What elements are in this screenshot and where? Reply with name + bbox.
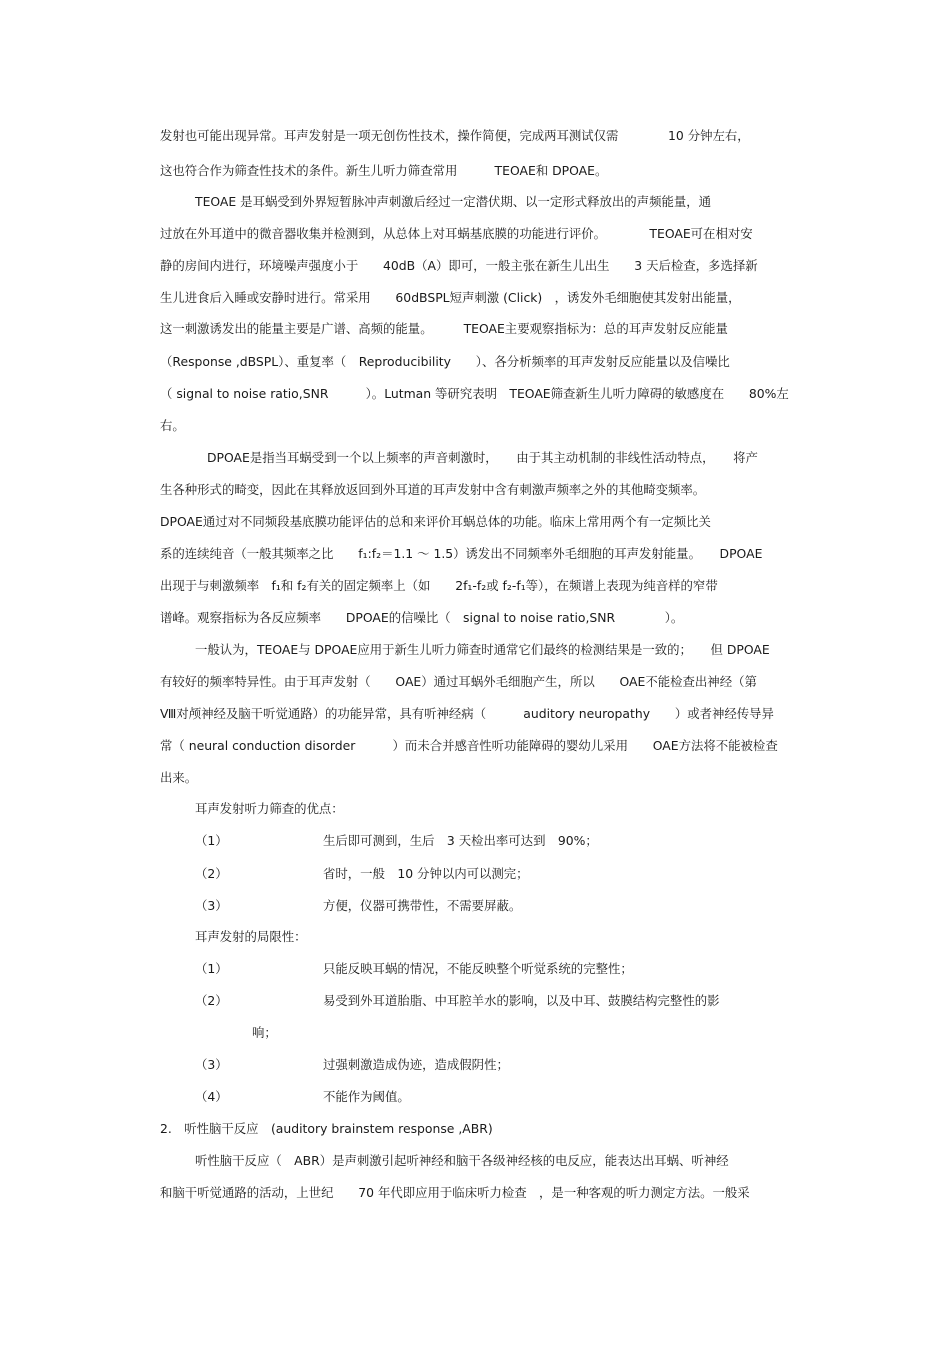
body-line: DPOAE是指当耳蜗受到一个以上频率的声音刺激时， 由于其主动机制的非线性活动特点， 将产 bbox=[207, 450, 758, 465]
body-line: Ⅷ对颅神经及脑干听觉通路）的功能异常，具有听神经病（ auditory neuropathy ）或者神经传导异 bbox=[160, 706, 774, 721]
body-line: 这一刺激诱发出的能量主要是广谱、高频的能量。 TEOAE主要观察指标为：总的耳声发射反应能量 bbox=[160, 321, 728, 336]
advantage-number: （3） bbox=[195, 898, 228, 913]
body-line: 生儿进食后入睡或安静时进行。常采用 60dBSPL短声刺激 (Click) ，诱发外毛细胞使其发射出能量， bbox=[160, 290, 741, 305]
limitation-text-continued: 响； bbox=[252, 1025, 277, 1040]
advantage-text: 省时，一般 10 分钟以内可以测完； bbox=[323, 866, 529, 881]
body-line: 出现于与刺激频率 f₁和 f₂有关的固定频率上（如 2f₁-f₂或 f₂-f₁等），在频谱上表现为纯音样的窄带 bbox=[160, 578, 718, 593]
limitation-text: 不能作为阈值。 bbox=[323, 1089, 410, 1104]
body-line: 右。 bbox=[160, 418, 185, 433]
body-line: 一般认为，TEOAE与 DPOAE应用于新生儿听力筛查时通常它们最终的检测结果是一致的； 但 DPOAE bbox=[195, 642, 770, 657]
advantage-number: （2） bbox=[195, 866, 228, 881]
body-line: （ signal to noise ratio,SNR ）。Lutman 等研究表明 TEOAE筛查新生儿听力障碍的敏感度在 80%左 bbox=[160, 386, 789, 401]
limitation-text: 易受到外耳道胎脂、中耳腔羊水的影响，以及中耳、鼓膜结构完整性的影 bbox=[323, 993, 720, 1008]
body-line: 生各种形式的畸变，因此在其释放返回到外耳道的耳声发射中含有刺激声频率之外的其他畸变频率。 bbox=[160, 482, 706, 497]
body-line: 听性脑干反应（ ABR）是声刺激引起听神经和脑干各级神经核的电反应，能表达出耳蜗、听神经 bbox=[195, 1153, 729, 1168]
body-line: 和脑干听觉通路的活动，上世纪 70 年代即应用于临床听力检查 ，是一种客观的听力测定方法。一般采 bbox=[160, 1185, 750, 1200]
limitation-text: 过强刺激造成伪迹，造成假阴性； bbox=[323, 1057, 509, 1072]
limitations-heading: 耳声发射的局限性： bbox=[195, 929, 307, 944]
body-line: 发射也可能出现异常。耳声发射是一项无创伤性技术，操作简便，完成两耳测试仅需 10 分钟左右， bbox=[160, 128, 750, 143]
advantages-heading: 耳声发射听力筛查的优点： bbox=[195, 801, 344, 816]
limitation-number: （2） bbox=[195, 993, 228, 1008]
advantage-number: （1） bbox=[195, 833, 228, 848]
body-line: 常（ neural conduction disorder ）而未合并感音性听功能障碍的婴幼儿采用 OAE方法将不能被检查 bbox=[160, 738, 778, 753]
body-line: 静的房间内进行，环境噪声强度小于 40dB（A）即可，一般主张在新生儿出生 3 天后检查，多选择新 bbox=[160, 258, 758, 273]
body-line: 谱峰。观察指标为各反应频率 DPOAE的信噪比（ signal to noise ratio,SNR ）。 bbox=[160, 610, 684, 625]
body-line: 过放在外耳道中的微音器收集并检测到，从总体上对耳蜗基底膜的功能进行评价。 TEOAE可在相对安 bbox=[160, 226, 753, 241]
limitation-number: （3） bbox=[195, 1057, 228, 1072]
body-line: 有较好的频率特异性。由于耳声发射（ OAE）通过耳蜗外毛细胞产生，所以 OAE不能检查出神经（第 bbox=[160, 674, 757, 689]
body-line: （Response ,dBSPL）、重复率（ Reproducibility ）、各分析频率的耳声发射反应能量以及信噪比 bbox=[160, 354, 730, 369]
limitation-number: （1） bbox=[195, 961, 228, 976]
section-title: 2. 听性脑干反应 (auditory brainstem response ,ABR) bbox=[160, 1121, 493, 1136]
body-line: 出来。 bbox=[160, 770, 198, 785]
advantage-text: 方便，仪器可携带性，不需要屏蔽。 bbox=[323, 898, 522, 913]
body-line: 这也符合作为筛查性技术的条件。新生儿听力筛查常用 TEOAE和 DPOAE。 bbox=[160, 163, 608, 178]
body-line: 系的连续纯音（一般其频率之比 f₁:f₂＝1.1 ～ 1.5）诱发出不同频率外毛细胞的耳声发射能量。 DPOAE bbox=[160, 546, 763, 561]
body-line: DPOAE通过对不同频段基底膜功能评估的总和来评价耳蜗总体的功能。临床上常用两个有一定频比关 bbox=[160, 514, 711, 529]
limitation-text: 只能反映耳蜗的情况，不能反映整个听觉系统的完整性； bbox=[323, 961, 633, 976]
limitation-number: （4） bbox=[195, 1089, 228, 1104]
body-line: TEOAE 是耳蜗受到外界短暂脉冲声刺激后经过一定潜伏期、以一定形式释放出的声频能量，通 bbox=[195, 194, 712, 209]
advantage-text: 生后即可测到，生后 3 天检出率可达到 90%； bbox=[323, 833, 598, 848]
